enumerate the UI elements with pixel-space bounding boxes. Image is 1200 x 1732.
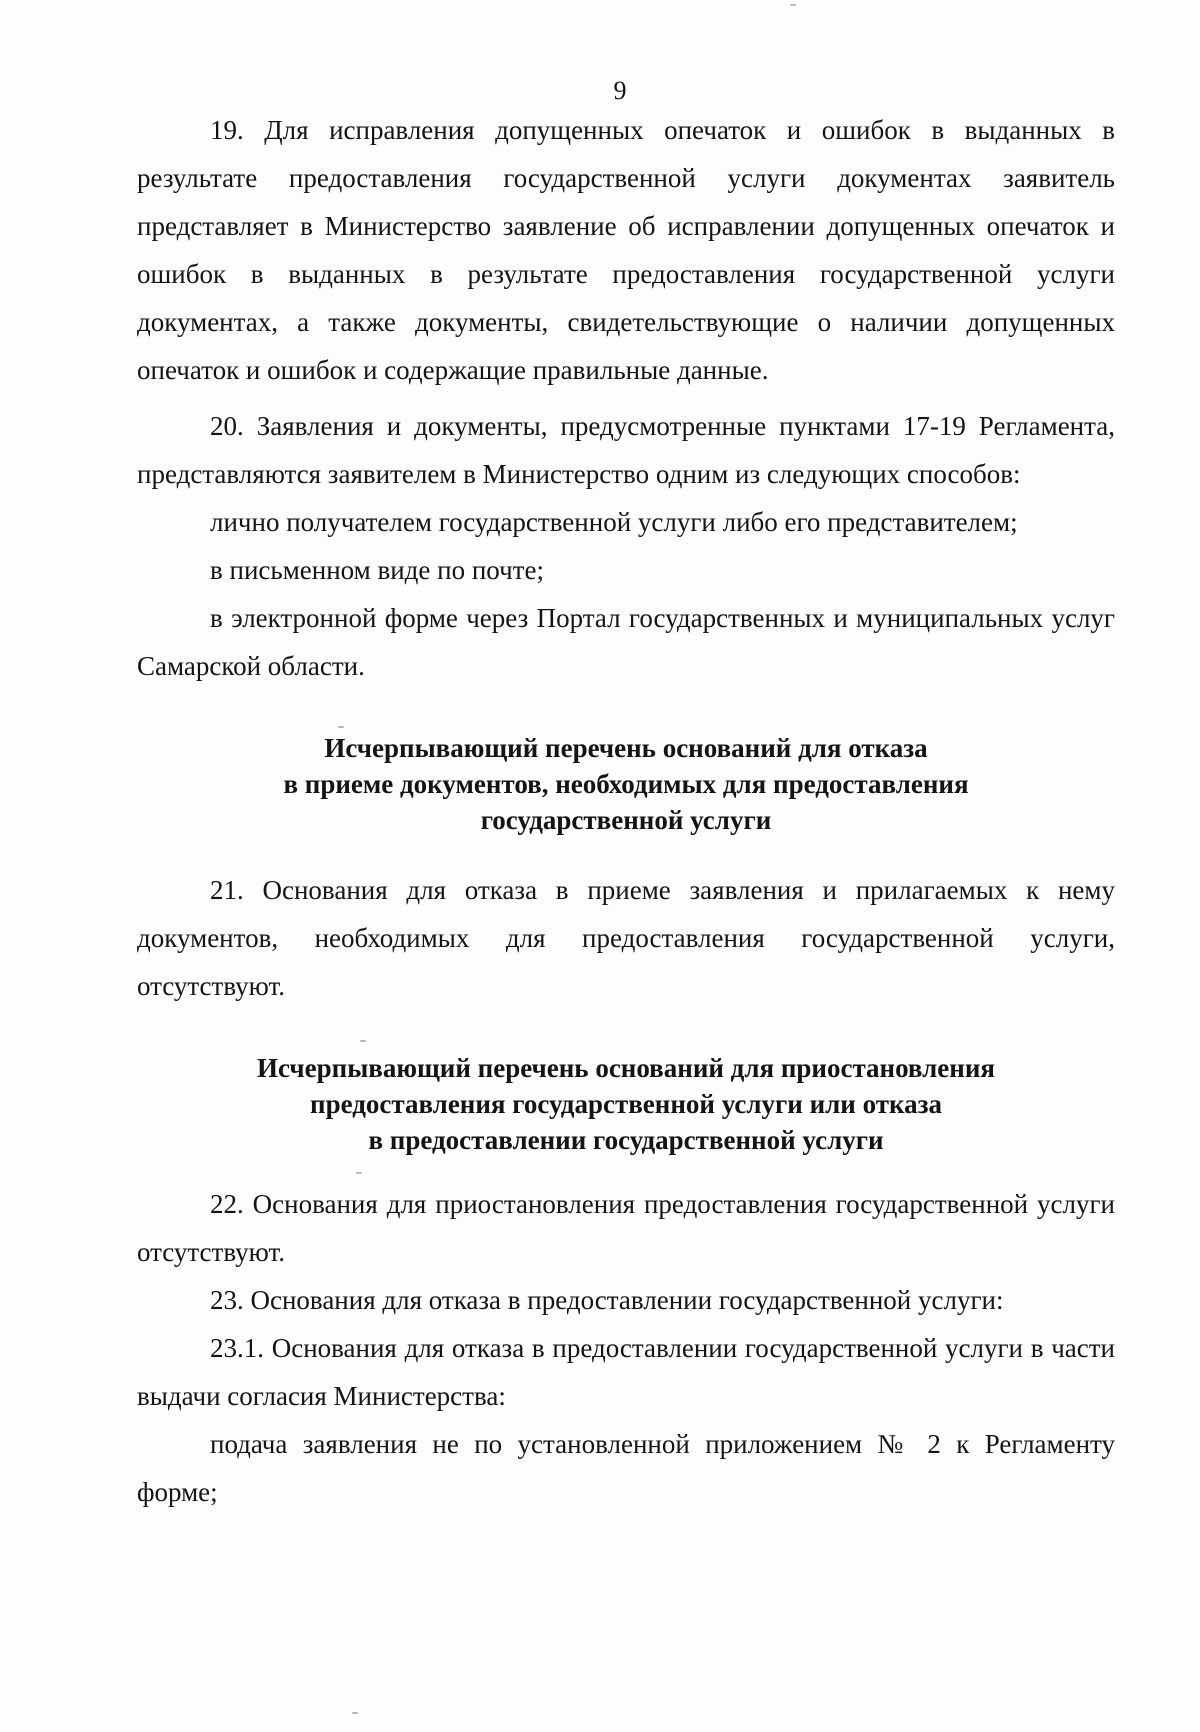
paragraph-23-1: 23.1. Основания для отказа в предоставлении государственной услуги в части выдачи согласия Министерства: bbox=[137, 1333, 1115, 1411]
paragraph-19: 19. Для исправления допущенных опечаток и ошибок в выданных в результате предоставления государственной услуги документах заявитель представляет в Министерство заявление об исправлении допущенных опечаток и ошибок в выданных в результате предоставления государственной услуги документах, а также документы, свидетельствующие о наличии допущенных опечаток и ошибок и содержащие правильные данные. bbox=[137, 115, 1115, 385]
scan-speck bbox=[352, 1712, 358, 1714]
paragraph-block-2 bbox=[137, 866, 1115, 1010]
heading-line: в предоставлении государственной услуги bbox=[368, 1125, 884, 1155]
paragraph-20-option-3: в электронной форме через Портал государственных и муниципальных услуг Самарской области. bbox=[137, 603, 1115, 681]
scan-speck bbox=[360, 1040, 366, 1042]
scan-speck bbox=[356, 1172, 362, 1174]
paragraph-23: 23. Основания для отказа в предоставлении государственной услуги: bbox=[210, 1285, 1004, 1315]
paragraph-block-3 bbox=[137, 1180, 1115, 1516]
paragraph-block-1 bbox=[137, 106, 1115, 690]
paragraph-20-option-2: в письменном виде по почте; bbox=[210, 555, 544, 585]
section-heading-refusal-acceptance bbox=[137, 730, 1115, 838]
heading-line: Исчерпывающий перечень оснований для отказа bbox=[324, 733, 928, 763]
paragraph-20: 20. Заявления и документы, предусмотренные пунктами 17-19 Регламента, представляются заявителем в Министерство одним из следующих способов: bbox=[137, 411, 1115, 489]
heading-line: предоставления государственной услуги или отказа bbox=[310, 1089, 942, 1119]
page-number: 9 bbox=[613, 76, 627, 105]
heading-line: государственной услуги bbox=[480, 805, 772, 835]
paragraph-20-option-1: лично получателем государственной услуги либо его представителем; bbox=[210, 507, 1018, 537]
scan-speck bbox=[338, 726, 344, 728]
scan-speck bbox=[790, 4, 796, 6]
heading-line: в приеме документов, необходимых для предоставления bbox=[283, 769, 969, 799]
heading-line: Исчерпывающий перечень оснований для приостановления bbox=[256, 1053, 996, 1083]
paragraph-23-1-item: подача заявления не по установленной приложением № 2 к Регламенту форме; bbox=[137, 1429, 1115, 1507]
paragraph-21: 21. Основания для отказа в приеме заявления и прилагаемых к нему документов, необходимых для предоставления государственной услуги, отсутствуют. bbox=[137, 875, 1115, 1001]
section-heading-suspension-refusal bbox=[137, 1050, 1115, 1158]
paragraph-22: 22. Основания для приостановления предоставления государственной услуги отсутствуют. bbox=[137, 1189, 1115, 1267]
